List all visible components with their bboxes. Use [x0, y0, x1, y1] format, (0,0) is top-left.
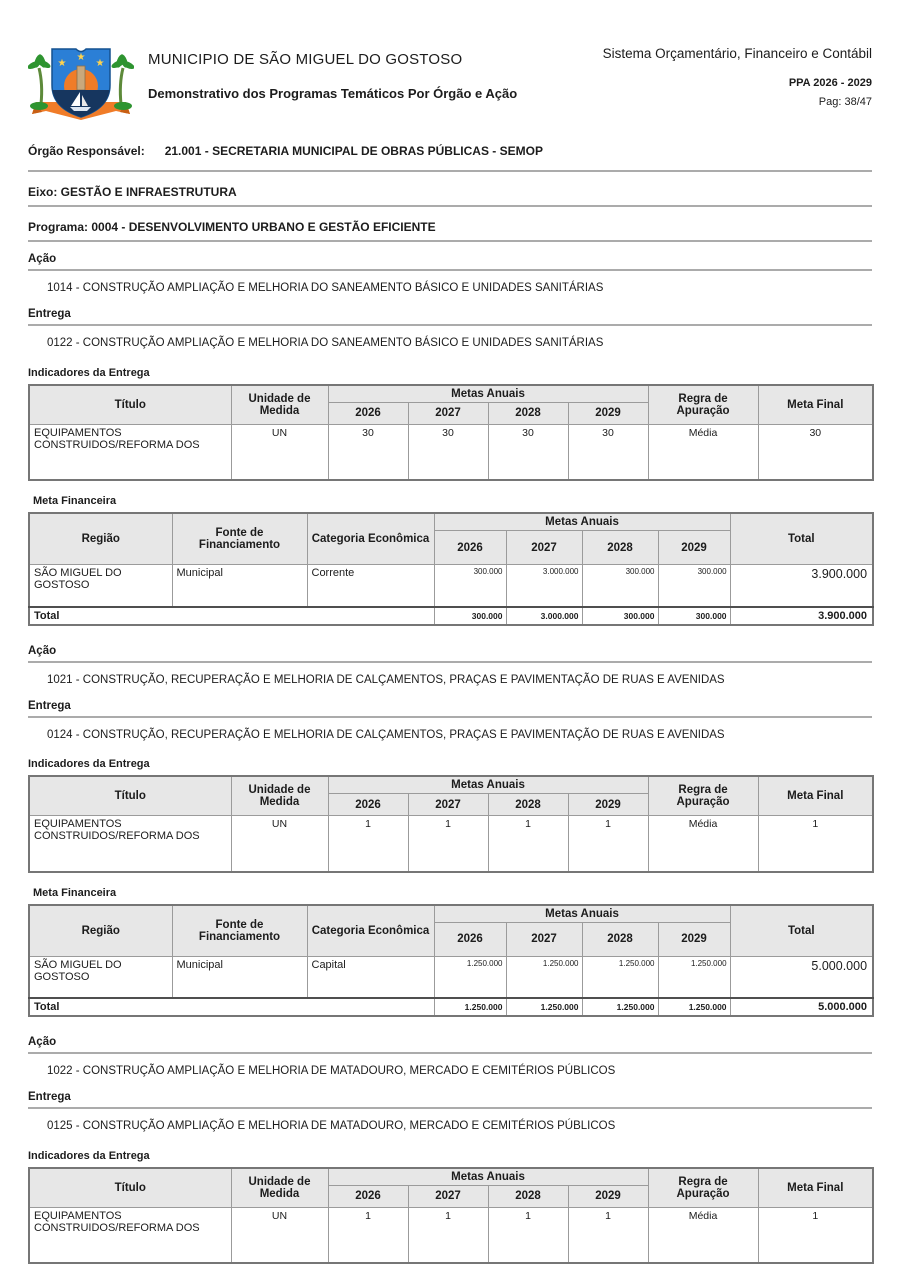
cell-meta-final: 1	[758, 816, 873, 872]
header-left-block	[148, 40, 517, 101]
cell-meta-2026: 1.250.000	[434, 956, 506, 998]
programa-line: Programa: 0004 - DESENVOLVIMENTO URBANO E GESTÃO EFICIENTE	[28, 220, 436, 234]
entrega-text: 0125 - CONSTRUÇÃO AMPLIAÇÃO E MELHORIA DE MATADOURO, MERCADO E CEMITÉRIOS PÚBLICOS	[47, 1120, 616, 1133]
col-header-year-2029: 2029	[568, 1185, 648, 1207]
cell-total-2027: 1.250.000	[506, 998, 582, 1016]
col-header-metas-anuais: Metas Anuais	[434, 905, 730, 923]
cell-meta-final: 30	[758, 424, 873, 480]
cell-fonte: Municipal	[172, 565, 307, 607]
col-header-year-2028: 2028	[582, 922, 658, 956]
col-header-year-2028: 2028	[582, 531, 658, 565]
table-total-row	[29, 607, 873, 625]
cell-regra: Média	[648, 1207, 758, 1263]
cell-meta-2026: 1	[328, 816, 408, 872]
col-header-year-2028: 2028	[488, 402, 568, 424]
divider	[28, 716, 872, 718]
col-header-year-2026: 2026	[434, 922, 506, 956]
cell-total-2028: 1.250.000	[582, 998, 658, 1016]
col-header-metas-anuais: Metas Anuais	[328, 385, 648, 403]
cell-total-label: Total	[29, 998, 434, 1016]
col-header-unidade: Unidade de Medida	[231, 1168, 328, 1208]
cell-meta-2029: 1.250.000	[658, 956, 730, 998]
cell-total-2026: 1.250.000	[434, 998, 506, 1016]
table-row	[29, 816, 873, 872]
report-title: Demonstrativo dos Programas Temáticos Por Órgão e Ação	[148, 86, 518, 101]
cell-meta-2029: 300.000	[658, 565, 730, 607]
cell-meta-2027: 1	[408, 816, 488, 872]
col-header-metas-anuais: Metas Anuais	[328, 776, 648, 794]
divider	[28, 1052, 872, 1054]
col-header-metas-anuais: Metas Anuais	[328, 1168, 648, 1186]
col-header-year-2027: 2027	[408, 1185, 488, 1207]
col-header-categoria: Categoria Econômica	[307, 905, 434, 957]
cell-titulo: EQUIPAMENTOS CONSTRUIDOS/REFORMA DOS	[29, 816, 231, 872]
entrega-label: Entrega	[28, 699, 71, 712]
col-header-categoria: Categoria Econômica	[307, 513, 434, 565]
indicator-table	[28, 1167, 874, 1265]
col-header-year-2026: 2026	[328, 794, 408, 816]
col-header-year-2027: 2027	[506, 531, 582, 565]
cell-meta-2029: 30	[568, 424, 648, 480]
municipality-coat-of-arms-logo	[28, 40, 134, 128]
col-header-unidade: Unidade de Medida	[231, 776, 328, 816]
cell-total-2026: 300.000	[434, 607, 506, 625]
cell-categoria: Capital	[307, 956, 434, 998]
cell-meta-2028: 1	[488, 816, 568, 872]
divider	[28, 170, 872, 172]
responsible-organ-value: 21.001 - SECRETARIA MUNICIPAL DE OBRAS PÚBLICAS - SEMOP	[164, 144, 543, 158]
col-header-meta-final: Meta Final	[758, 385, 873, 425]
cell-total-2029: 1.250.000	[658, 998, 730, 1016]
cell-regra: Média	[648, 424, 758, 480]
cell-regra: Média	[648, 816, 758, 872]
cell-meta-2027: 30	[408, 424, 488, 480]
cell-regiao: SÃO MIGUEL DO GOSTOSO	[29, 565, 172, 607]
meta-financeira-label: Meta Financeira	[33, 886, 117, 899]
acao-text: 1021 - CONSTRUÇÃO, RECUPERAÇÃO E MELHORIA DE CALÇAMENTOS, PRAÇAS E PAVIMENTAÇÃO DE RUAS E AVENIDAS	[47, 673, 725, 686]
cell-fonte: Municipal	[172, 956, 307, 998]
col-header-year-2027: 2027	[408, 794, 488, 816]
cell-meta-2026: 30	[328, 424, 408, 480]
table-row	[29, 565, 873, 607]
cell-titulo: EQUIPAMENTOS CONSTRUIDOS/REFORMA DOS	[29, 424, 231, 480]
cell-meta-2028: 1.250.000	[582, 956, 658, 998]
cell-meta-2026: 300.000	[434, 565, 506, 607]
entrega-label: Entrega	[28, 1091, 71, 1104]
acao-label: Ação	[28, 1036, 57, 1048]
col-header-year-2029: 2029	[568, 402, 648, 424]
meta-financeira-label: Meta Financeira	[33, 495, 117, 507]
responsible-organ-label: Órgão Responsável:	[28, 144, 145, 158]
cell-meta-2026: 1	[328, 1207, 408, 1263]
cell-total-sum: 5.000.000	[730, 998, 873, 1016]
cell-meta-2027: 1.250.000	[506, 956, 582, 998]
cell-total: 3.900.000	[730, 565, 873, 607]
entrega-label: Entrega	[28, 308, 71, 321]
cell-meta-2029: 1	[568, 1207, 648, 1263]
header-right-block	[603, 40, 872, 108]
cell-meta-2027: 1	[408, 1207, 488, 1263]
col-header-meta-final: Meta Final	[758, 1168, 873, 1208]
col-header-regiao: Região	[29, 513, 172, 565]
cell-total-label: Total	[29, 607, 434, 625]
col-header-year-2027: 2027	[506, 922, 582, 956]
col-header-regra: Regra de Apuração	[648, 1168, 758, 1208]
divider	[28, 661, 872, 663]
col-header-year-2026: 2026	[328, 402, 408, 424]
acao-label: Ação	[28, 253, 57, 265]
col-header-titulo: Título	[29, 776, 231, 816]
indicator-table	[28, 384, 874, 482]
svg-text:★: ★	[76, 52, 86, 63]
cell-meta-final: 1	[758, 1207, 873, 1263]
col-header-unidade: Unidade de Medida	[231, 385, 328, 425]
col-header-fonte: Fonte de Financiamento	[172, 905, 307, 957]
indicadores-label: Indicadores da Entrega	[28, 366, 150, 379]
financial-table	[28, 512, 874, 626]
table-row	[29, 424, 873, 480]
system-name: Sistema Orçamentário, Financeiro e Contábil	[602, 46, 872, 61]
cell-total-2027: 3.000.000	[506, 607, 582, 625]
cell-meta-2028: 1	[488, 1207, 568, 1263]
col-header-year-2027: 2027	[408, 402, 488, 424]
cell-total-2028: 300.000	[582, 607, 658, 625]
ppa-period: PPA 2026 - 2029	[788, 77, 872, 89]
col-header-year-2026: 2026	[328, 1185, 408, 1207]
cell-total-2029: 300.000	[658, 607, 730, 625]
svg-text:★: ★	[57, 58, 67, 69]
col-header-metas-anuais: Metas Anuais	[434, 513, 730, 531]
acao-text: 1022 - CONSTRUÇÃO AMPLIAÇÃO E MELHORIA DE MATADOURO, MERCADO E CEMITÉRIOS PÚBLICOS	[47, 1065, 616, 1077]
financial-table	[28, 904, 874, 1018]
cell-meta-2027: 3.000.000	[506, 565, 582, 607]
eixo-line: Eixo: GESTÃO E INFRAESTRUTURA	[28, 185, 237, 199]
table-row	[29, 956, 873, 998]
cell-categoria: Corrente	[307, 565, 434, 607]
page-number: Pag: 38/47	[818, 96, 872, 108]
col-header-regra: Regra de Apuração	[648, 385, 758, 425]
col-header-year-2029: 2029	[658, 531, 730, 565]
col-header-titulo: Título	[29, 1168, 231, 1208]
indicator-table	[28, 775, 874, 873]
table-total-row	[29, 998, 873, 1016]
divider	[28, 240, 872, 242]
acao-text: 1014 - CONSTRUÇÃO AMPLIAÇÃO E MELHORIA DO SANEAMENTO BÁSICO E UNIDADES SANITÁRIAS	[47, 282, 604, 294]
acao-label: Ação	[28, 644, 57, 657]
col-header-total: Total	[730, 905, 873, 957]
cell-meta-2028: 300.000	[582, 565, 658, 607]
table-row	[29, 1207, 873, 1263]
divider	[28, 205, 872, 207]
cell-total-sum: 3.900.000	[730, 607, 873, 625]
cell-unidade: UN	[231, 424, 328, 480]
responsible-organ-row	[28, 144, 872, 158]
col-header-year-2028: 2028	[488, 794, 568, 816]
col-header-regiao: Região	[29, 905, 172, 957]
col-header-year-2029: 2029	[568, 794, 648, 816]
col-header-regra: Regra de Apuração	[648, 776, 758, 816]
cell-meta-2028: 30	[488, 424, 568, 480]
col-header-meta-final: Meta Final	[758, 776, 873, 816]
col-header-titulo: Título	[29, 385, 231, 425]
cell-titulo: EQUIPAMENTOS CONSTRUIDOS/REFORMA DOS	[29, 1207, 231, 1263]
entrega-text: 0124 - CONSTRUÇÃO, RECUPERAÇÃO E MELHORIA DE CALÇAMENTOS, PRAÇAS E PAVIMENTAÇÃO DE RUAS E AVENIDAS	[47, 728, 725, 741]
municipality-name: MUNICIPIO DE SÃO MIGUEL DO GOSTOSO	[148, 51, 463, 68]
page-header	[28, 40, 872, 128]
divider	[28, 269, 872, 271]
indicadores-label: Indicadores da Entrega	[28, 758, 150, 770]
indicadores-label: Indicadores da Entrega	[28, 1149, 150, 1162]
divider	[28, 324, 872, 326]
cell-unidade: UN	[231, 816, 328, 872]
cell-meta-2029: 1	[568, 816, 648, 872]
entrega-text: 0122 - CONSTRUÇÃO AMPLIAÇÃO E MELHORIA DO SANEAMENTO BÁSICO E UNIDADES SANITÁRIAS	[47, 337, 604, 350]
col-header-year-2026: 2026	[434, 531, 506, 565]
col-header-year-2029: 2029	[658, 922, 730, 956]
svg-text:★: ★	[95, 58, 105, 69]
divider	[28, 1107, 872, 1109]
col-header-year-2028: 2028	[488, 1185, 568, 1207]
cell-total: 5.000.000	[730, 956, 873, 998]
col-header-total: Total	[730, 513, 873, 565]
cell-unidade: UN	[231, 1207, 328, 1263]
cell-regiao: SÃO MIGUEL DO GOSTOSO	[29, 956, 172, 998]
col-header-fonte: Fonte de Financiamento	[172, 513, 307, 565]
